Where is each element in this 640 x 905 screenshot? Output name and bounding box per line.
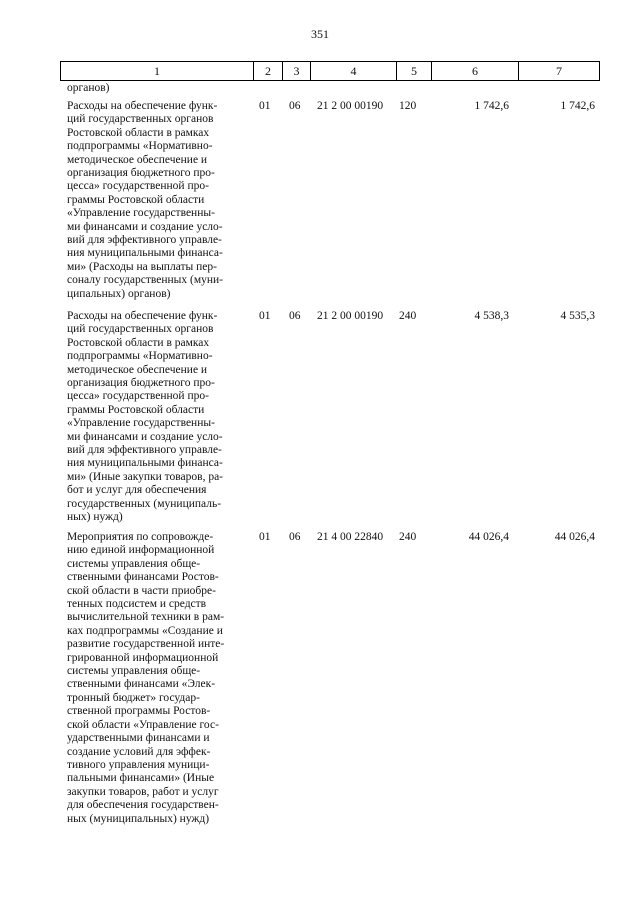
row-amount-1: 44 026,4	[468, 531, 509, 543]
row-subsection: 06	[289, 100, 301, 112]
header-col-6: 6	[432, 62, 519, 80]
row-amount-2: 4 535,3	[560, 310, 595, 322]
row-subsection: 06	[289, 310, 301, 322]
header-col-3: 3	[283, 62, 311, 80]
row-target-code: 21 4 00 22840	[317, 531, 384, 543]
header-col-2: 2	[254, 62, 283, 80]
continuation-text: органов)	[67, 82, 110, 94]
row-section: 01	[259, 310, 271, 322]
row-amount-2: 44 026,4	[554, 531, 595, 543]
header-col-7: 7	[556, 64, 562, 78]
row-description: Расходы на обеспечение функ- ций государственных органов Ростовской области в рамках подпрограммы «Нормативно- методическое обеспечение и организация бюджетного про- цесса» государственной про- граммы Ростовской области «Управление государственны- ми финансами и создание усло- вий для эффективного управле- ния муниципальными финанса- ми» (Расходы на выплаты пер- соналу государственных (муни- ципальных) органов)	[67, 100, 223, 300]
row-amount-1: 4 538,3	[474, 310, 509, 322]
header-col-4: 4	[311, 62, 397, 80]
row-target-code: 21 2 00 00190	[317, 310, 384, 322]
row-amount-1: 1 742,6	[474, 100, 509, 112]
row-target-code: 21 2 00 00190	[317, 100, 384, 112]
header-col-1: 1	[61, 62, 254, 80]
row-description: Расходы на обеспечение функ- ций государственных органов Ростовской области в рамках подпрограммы «Нормативно- методическое обеспечение и организация бюджетного про- цесса» государственной про- граммы Ростовской области «Управление государственны- ми финансами и создание усло- вий для эффективного управле- ния муниципальными финанса- ми» (Иные закупки товаров, ра- бот и услуг для обеспечения государственных (муниципаль- ных) нужд)	[67, 310, 224, 524]
header-col-5: 5	[397, 62, 432, 80]
row-description: Мероприятия по сопровожде- нию единой информационной системы управления обще- ственными финансами Ростов- ской области в части приобре- тенных подсистем и средств вычислительной техники в рам- ках подпрограммы «Создание и развитие государственной инте- грированной информационной системы управления обще- ственными финансами «Элек- тронный бюджет» государ- ственной программы Ростов- ской области «Управление гос- ударственными финансами и создание условий для эффек- тивного управления муници- пальными финансами» (Иные закупки товаров, работ и услуг для обеспечения государствен- ных (муниципальных) нужд)	[67, 531, 225, 825]
page-number: 351	[311, 27, 329, 41]
row-expense-type: 240	[399, 310, 417, 322]
table-header-row	[60, 61, 600, 81]
row-expense-type: 240	[399, 531, 417, 543]
row-expense-type: 120	[399, 100, 417, 112]
row-section: 01	[259, 531, 271, 543]
row-section: 01	[259, 100, 271, 112]
row-subsection: 06	[289, 531, 301, 543]
row-amount-2: 1 742,6	[560, 100, 595, 112]
